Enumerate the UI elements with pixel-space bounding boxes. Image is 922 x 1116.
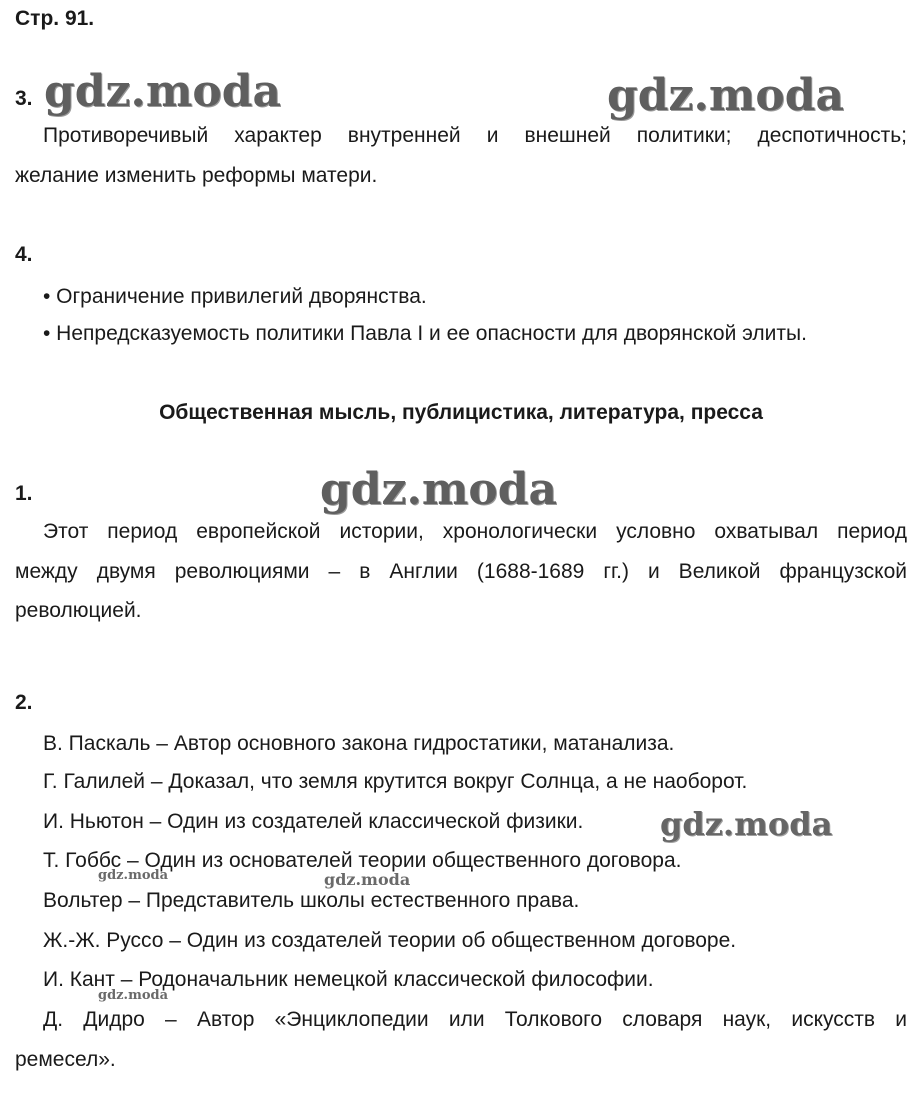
question-number: 3. (15, 87, 33, 110)
page-label: Стр. 91. (15, 7, 95, 30)
watermark: gdz.moda (607, 70, 845, 121)
watermark: gdz.moda (324, 870, 411, 889)
list-item: Г. Галилей – Доказал, что земля крутится вокруг Солнца, а не наоборот. (43, 770, 748, 793)
list-item: И. Кант – Родоначальник немецкой классической философии. (43, 968, 654, 991)
section-title: Общественная мысль, публицистика, литература, пресса (159, 401, 763, 424)
list-item: И. Ньютон – Один из создателей классической физики. (43, 810, 584, 833)
watermark: gdz.moda (98, 868, 169, 883)
answer-text: Противоречивый характер внутренней и внешней политики; деспотичность; (43, 124, 907, 147)
question-number: 4. (15, 243, 33, 266)
answer-text: революцией. (15, 599, 142, 622)
question-number: 1. (15, 482, 33, 505)
watermark: gdz.moda (320, 464, 558, 515)
question-number: 2. (15, 691, 33, 714)
list-item: В. Паскаль – Автор основного закона гидростатики, матанализа. (43, 732, 675, 755)
list-item: Т. Гоббс – Один из основателей теории общественного договора. (43, 849, 682, 872)
list-item: Д. Дидро – Автор «Энциклопедии или Толкового словаря наук, искусств и (43, 1008, 907, 1031)
list-item: Ж.-Ж. Руссо – Один из создателей теории об общественном договоре. (43, 929, 737, 952)
watermark: gdz.moda (98, 988, 169, 1003)
watermark: gdz.moda (660, 805, 833, 843)
answer-text: Этот период европейской истории, хронологически условно охватывал период (43, 520, 907, 543)
answer-text: между двумя революциями – в Англии (1688-1689 гг.) и Великой французской (15, 560, 907, 583)
list-item: • Ограничение привилегий дворянства. (43, 285, 427, 308)
list-item: ремесел». (15, 1048, 116, 1071)
list-item: Вольтер – Представитель школы естественного права. (43, 889, 580, 912)
list-item: • Непредсказуемость политики Павла I и ее опасности для дворянской элиты. (43, 322, 807, 345)
answer-text: желание изменить реформы матери. (15, 164, 378, 187)
watermark: gdz.moda (44, 66, 282, 117)
